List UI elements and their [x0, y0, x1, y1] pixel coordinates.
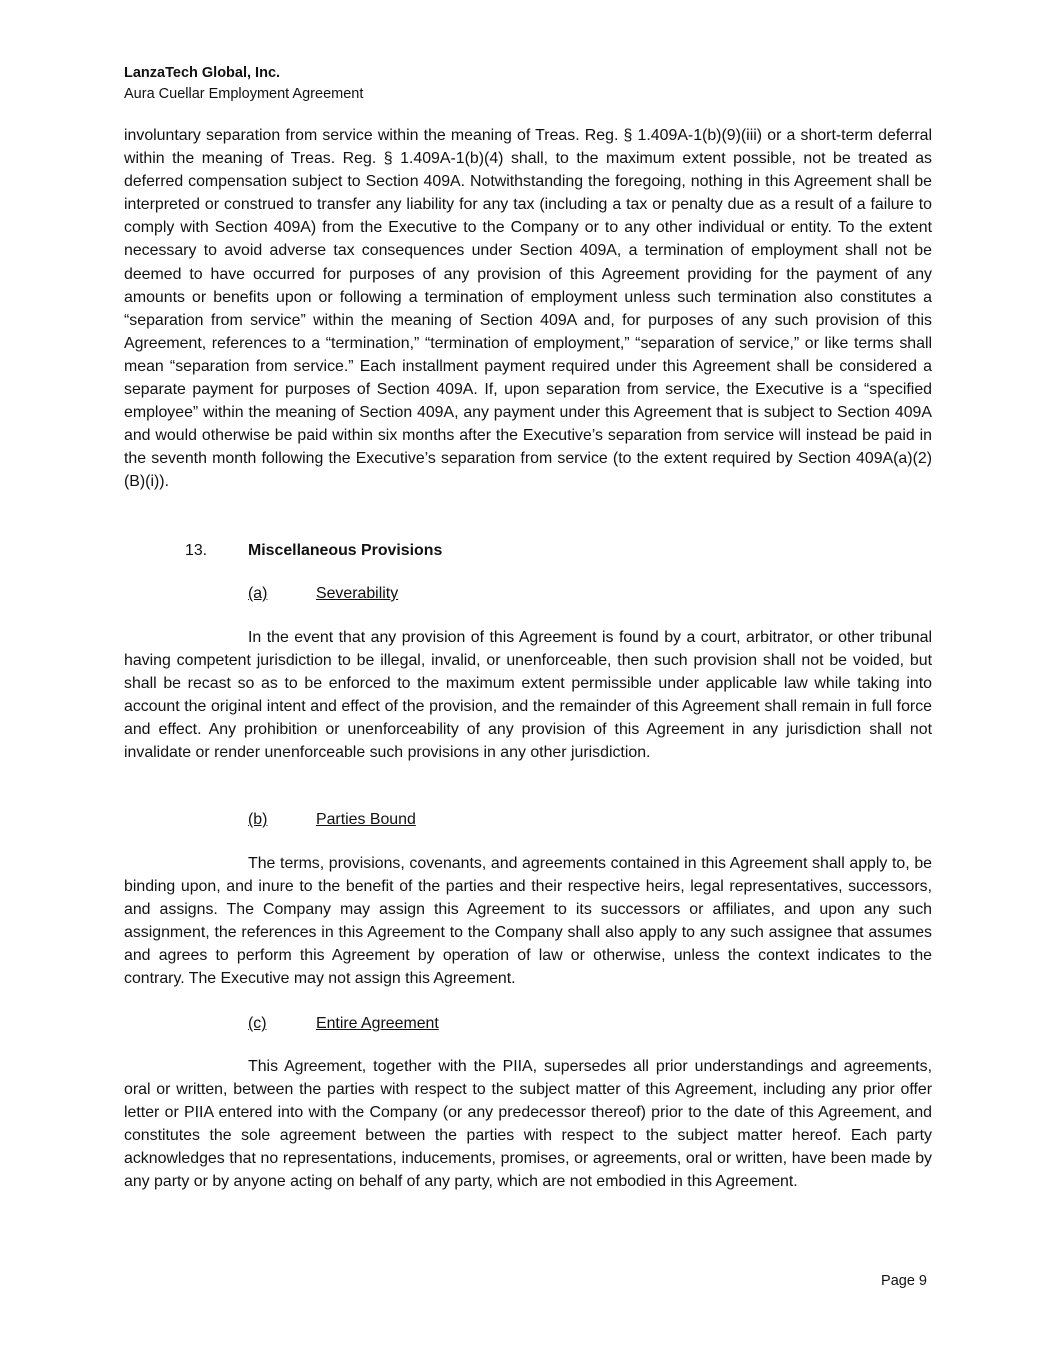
- subsection-heading-entire-agreement: [248, 1012, 439, 1035]
- page-header: [124, 63, 363, 105]
- subsection-heading-severability: [248, 582, 398, 605]
- subsection-title: Severability: [316, 585, 399, 602]
- subsection-title: Entire Agreement: [316, 1015, 439, 1032]
- subsection-letter: (c): [248, 1015, 267, 1032]
- subsection-heading-parties-bound: [248, 808, 416, 831]
- section-title: Miscellaneous Provisions: [248, 542, 443, 559]
- parties-bound-paragraph: The terms, provisions, covenants, and agreements contained in this Agreement shall apply to, be binding upon, and inure to the benefit of the parties and their respective heirs, legal representatives, successors, and assigns. The Company may assign this Agreement to its successors or affiliates, and upon any such assignment, the references in this Agreement to the Company shall also apply to any such assignee that assumes and agrees to perform this Agreement by operation of law or otherwise, unless the context indicates to the contrary. The Executive may not assign this Agreement.: [124, 855, 932, 988]
- subsection-title: Parties Bound: [316, 811, 416, 828]
- page-number: Page 9: [881, 1273, 927, 1289]
- continuation-paragraph: involuntary separation from service within the meaning of Treas. Reg. § 1.409A-1(b)(9)(iii) or a short-term deferral within the meaning of Treas. Reg. § 1.409A-1(b)(4) shall, to the maximum extent possible, not be treated as deferred compensation subject to Section 409A. Notwithstanding the foregoing, nothing in this Agreement shall be interpreted or construed to transfer any liability for any tax (including a tax or penalty due as a result of a failure to comply with Section 409A) from the Executive to the Company or to any other individual or entity. To the extent necessary to avoid adverse tax consequences under Section 409A, a termination of employment shall not be deemed to have occurred for purposes of any provision of this Agreement providing for the payment of any amounts or benefits upon or following a termination of employment unless such termination also constitutes a “separation from service” within the meaning of Section 409A and, for purposes of any such provision of this Agreement, references to a “termination,” “termination of employment,” “separation of service,” or like terms shall mean “separation from service.” Each installment payment required under this Agreement shall be considered a separate payment for purposes of Section 409A. If, upon separation from service, the Executive is a “specified employee” within the meaning of Section 409A, any payment under this Agreement that is subject to Section 409A and would otherwise be paid within six months after the Executive’s separation from service will instead be paid in the seventh month following the Executive’s separation from service (to the extent required by Section 409A(a)(2)(B)(i)).: [124, 127, 932, 491]
- severability-paragraph: In the event that any provision of this Agreement is found by a court, arbitrator, or other tribunal having competent jurisdiction to be illegal, invalid, or unenforceable, then such provision shall not be voided, but shall be recast so as to be enforced to the maximum extent permissible under applicable law while taking into account the original intent and effect of the provision, and the remainder of this Agreement shall remain in full force and effect. Any prohibition or unenforceability of any provision of this Agreement in any jurisdiction shall not invalidate or render unenforceable such provisions in any other jurisdiction.: [124, 629, 932, 762]
- section-heading: [185, 539, 442, 562]
- header-document-title: Aura Cuellar Employment Agreement: [124, 86, 364, 102]
- header-company-name: LanzaTech Global, Inc.: [124, 65, 281, 81]
- subsection-letter: (a): [248, 585, 268, 602]
- subsection-letter: (b): [248, 811, 268, 828]
- entire-agreement-paragraph: This Agreement, together with the PIIA, supersedes all prior understandings and agreements, oral or written, between the parties with respect to the subject matter of this Agreement, including any prior offer letter or PIIA entered into with the Company (or any predecessor thereof) prior to the date of this Agreement, and constitutes the sole agreement between the parties with respect to the subject matter hereof. Each party acknowledges that no representations, inducements, promises, or agreements, oral or written, have been made by any party or by anyone acting on behalf of any party, which are not embodied in this Agreement.: [124, 1058, 932, 1191]
- section-number: 13.: [185, 542, 208, 559]
